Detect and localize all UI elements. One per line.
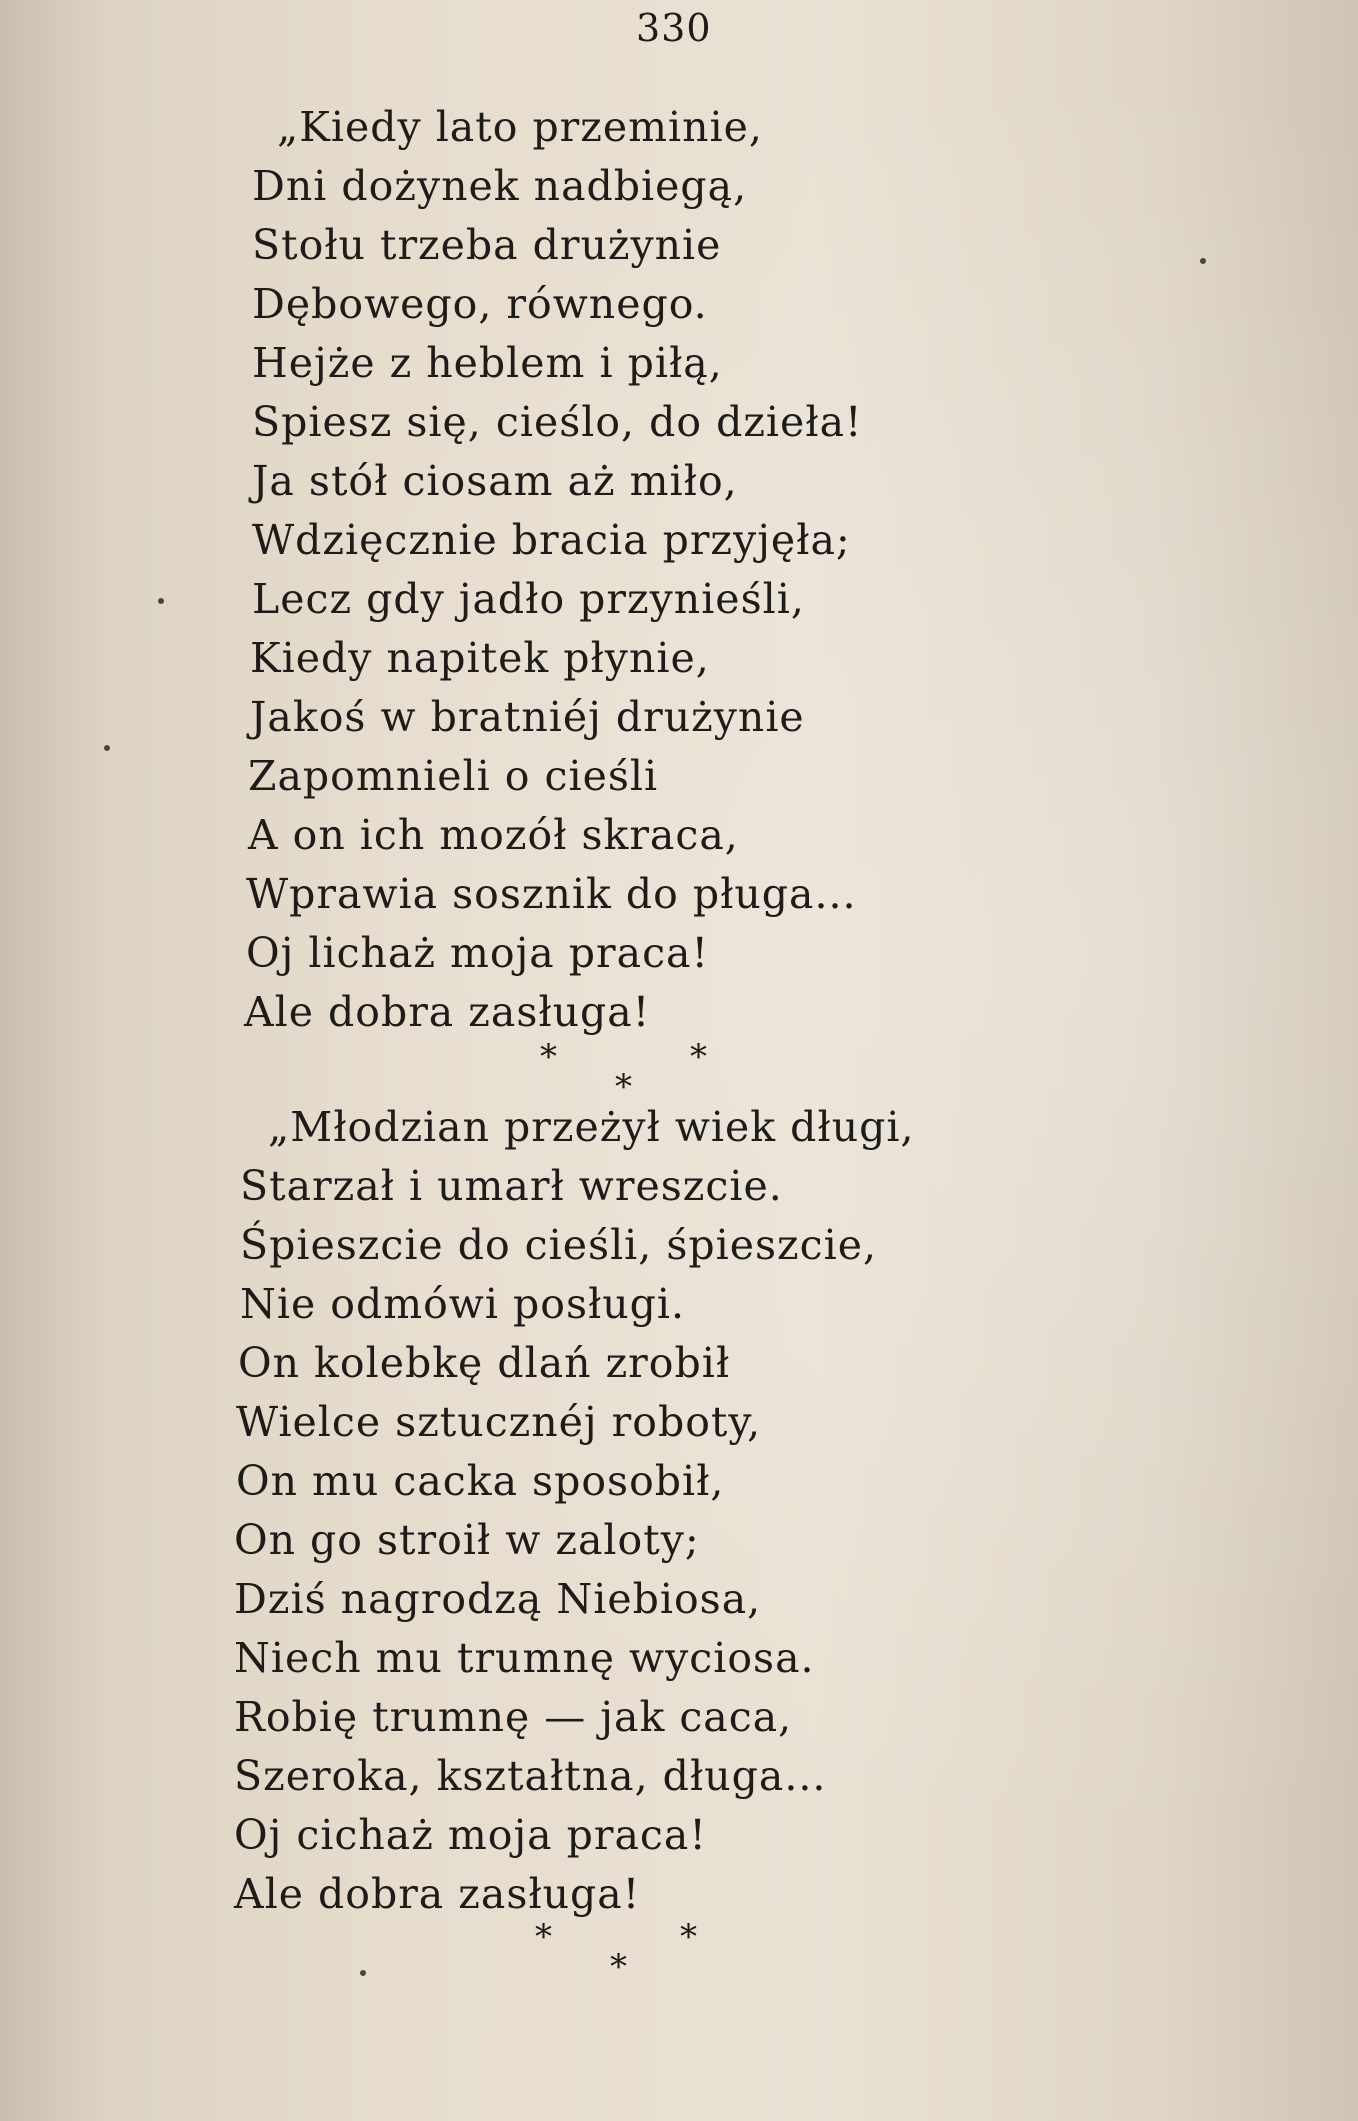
stanza-separator bbox=[520, 1037, 760, 1110]
verse-line: Jakoś w bratniéj drużynie bbox=[250, 693, 805, 741]
paper-speck bbox=[104, 745, 110, 751]
verse-line: Starzał i umarł wreszcie. bbox=[240, 1162, 783, 1210]
verse-line: Ale dobra zasługa! bbox=[234, 1870, 641, 1918]
verse-line: Lecz gdy jadło przynieśli, bbox=[252, 575, 805, 623]
verse-line: On mu cacka sposobił, bbox=[236, 1457, 725, 1505]
page-number: 330 bbox=[636, 6, 712, 50]
verse-line: Szeroka, kształtna, długa... bbox=[234, 1752, 827, 1800]
verse-line: Ale dobra zasługa! bbox=[244, 988, 651, 1036]
verse-line: Zapomnieli o cieśli bbox=[248, 752, 659, 800]
verse-line: Kiedy napitek płynie, bbox=[250, 634, 710, 682]
verse-line: Dębowego, równego. bbox=[252, 280, 708, 328]
verse-line: Wdzięcznie bracia przyjęła; bbox=[252, 516, 851, 564]
verse-line: Stołu trzeba drużynie bbox=[252, 221, 722, 269]
verse-line: „Kiedy lato przeminie, bbox=[277, 103, 763, 151]
verse-line: Robię trumnę — jak caca, bbox=[234, 1693, 793, 1741]
verse-line: Wielce sztucznéj roboty, bbox=[236, 1398, 762, 1446]
verse-line: On kolebkę dlań zrobił bbox=[238, 1339, 731, 1387]
verse-line: Hejże z heblem i piłą, bbox=[252, 339, 723, 387]
asterisk: * bbox=[690, 1037, 707, 1077]
verse-line: On go stroił w zaloty; bbox=[234, 1516, 700, 1564]
verse-line: A on ich mozół skraca, bbox=[248, 811, 739, 859]
stanza-separator bbox=[515, 1917, 755, 1990]
asterisk: * bbox=[610, 1947, 627, 1987]
verse-line: Spiesz się, cieślo, do dzieła! bbox=[252, 398, 863, 446]
verse-line: Oj cichaż moja praca! bbox=[234, 1811, 707, 1859]
verse-line: Nie odmówi posługi. bbox=[240, 1280, 686, 1328]
verse-line: Ja stół ciosam aż miło, bbox=[252, 457, 738, 505]
verse-line: Dziś nagrodzą Niebiosa, bbox=[234, 1575, 762, 1623]
asterisk: * bbox=[615, 1067, 632, 1107]
verse-line: Śpieszcie do cieśli, śpieszcie, bbox=[240, 1221, 878, 1269]
paper-speck bbox=[1200, 258, 1206, 264]
verse-line: Oj lichaż moja praca! bbox=[246, 929, 709, 977]
verse-line: Dni dożynek nadbiegą, bbox=[252, 162, 748, 210]
paper-speck bbox=[360, 1970, 366, 1976]
paper-speck bbox=[158, 598, 164, 604]
asterisk: * bbox=[540, 1037, 557, 1077]
verse-line: Niech mu trumnę wyciosa. bbox=[234, 1634, 815, 1682]
verse-line: Wprawia sosznik do pługa... bbox=[246, 870, 857, 918]
asterisk: * bbox=[535, 1917, 552, 1957]
asterisk: * bbox=[680, 1917, 697, 1957]
verse-line: „Młodzian przeżył wiek długi, bbox=[268, 1103, 915, 1151]
